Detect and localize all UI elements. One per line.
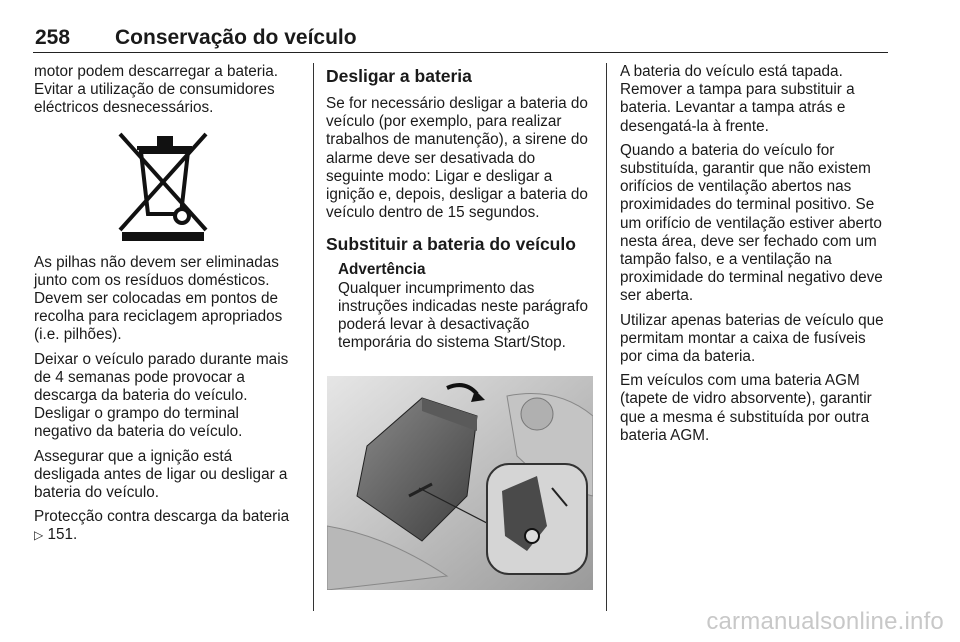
warning-title: Advertência xyxy=(338,261,426,279)
warning-text: Qualquer incumprimento das instruções indicadas neste parágrafo poderá levar à desactivação temporária do sistema Start/Stop. xyxy=(338,279,589,352)
vent-holes-paragraph: Quando a bateria do veículo for substituída, garantir que não existem orifícios de ventilação abertos nas proximidades do terminal positivo. Se um orifício de ventilação estiver aberto nesta área, deve ser fechado com um tampão falso, e a ventilação na proximidade do terminal negativo deve ser aberta. xyxy=(620,141,883,305)
batteries-disposal-paragraph: As pilhas não devem ser eliminadas junto com os resíduos domésticos. Devem ser colocadas em pontos de recolha para reciclagem apropriados (i.e. pilhões). xyxy=(34,253,283,344)
agm-paragraph: Em veículos com uma bateria AGM (tapete de vidro absorvente), garantir que a mesma é substituída por outra bateria AGM. xyxy=(620,372,872,444)
watermark: carmanualsonline.info xyxy=(706,608,944,635)
battery-cover-illustration xyxy=(327,376,593,590)
discharge-protection-paragraph xyxy=(34,508,300,544)
triangle-reference-icon: ▷ xyxy=(34,528,44,543)
crossed-out-wheelie-bin-icon xyxy=(34,126,300,244)
column-divider xyxy=(313,63,314,611)
ignition-off-paragraph: Assegurar que a ignição está desligada antes de ligar ou desligar a bateria do veículo. xyxy=(34,447,288,502)
section-title: Conservação do veículo xyxy=(115,26,357,49)
page-number: 258 xyxy=(35,26,71,49)
page-reference[interactable]: 151. xyxy=(47,526,78,544)
page-header xyxy=(33,24,888,53)
column-middle xyxy=(326,63,594,352)
column-right xyxy=(620,63,888,451)
disconnect-paragraph: Se for necessário desligar a bateria do veículo (por exemplo, para realizar trabalhos de manutenção), a sirene do alarme deve ser desativada do seguinte modo: Ligar e desligar a ignição e, depois, desligar a bateria do veículo dentro de 15 segundos. xyxy=(326,95,588,222)
column-left xyxy=(34,63,300,551)
heading-disconnect-battery: Desligar a bateria xyxy=(326,66,472,86)
fusebox-paragraph: Utilizar apenas baterias de veículo que permitam montar a caixa de fusíveis por cima da bateria. xyxy=(620,311,884,366)
heading-replace-battery: Substituir a bateria do veículo xyxy=(326,234,576,255)
vehicle-parked-paragraph: Deixar o veículo parado durante mais de 4 semanas pode provocar a descarga da bateria do veículo. Desligar o grampo do terminal negativo da bateria do veículo. xyxy=(34,350,289,441)
warning-box xyxy=(326,261,594,352)
column-divider xyxy=(606,63,607,611)
cover-paragraph: A bateria do veículo está tapada. Remover a tampa para substituir a bateria. Levantar a tampa atrás e desengatá-la à frente. xyxy=(620,63,855,135)
intro-paragraph: motor podem descarregar a bateria. Evitar a utilização de consumidores eléctricos desnecessários. xyxy=(34,63,279,117)
discharge-protection-text: Protecção contra descarga da bateria xyxy=(34,508,290,526)
